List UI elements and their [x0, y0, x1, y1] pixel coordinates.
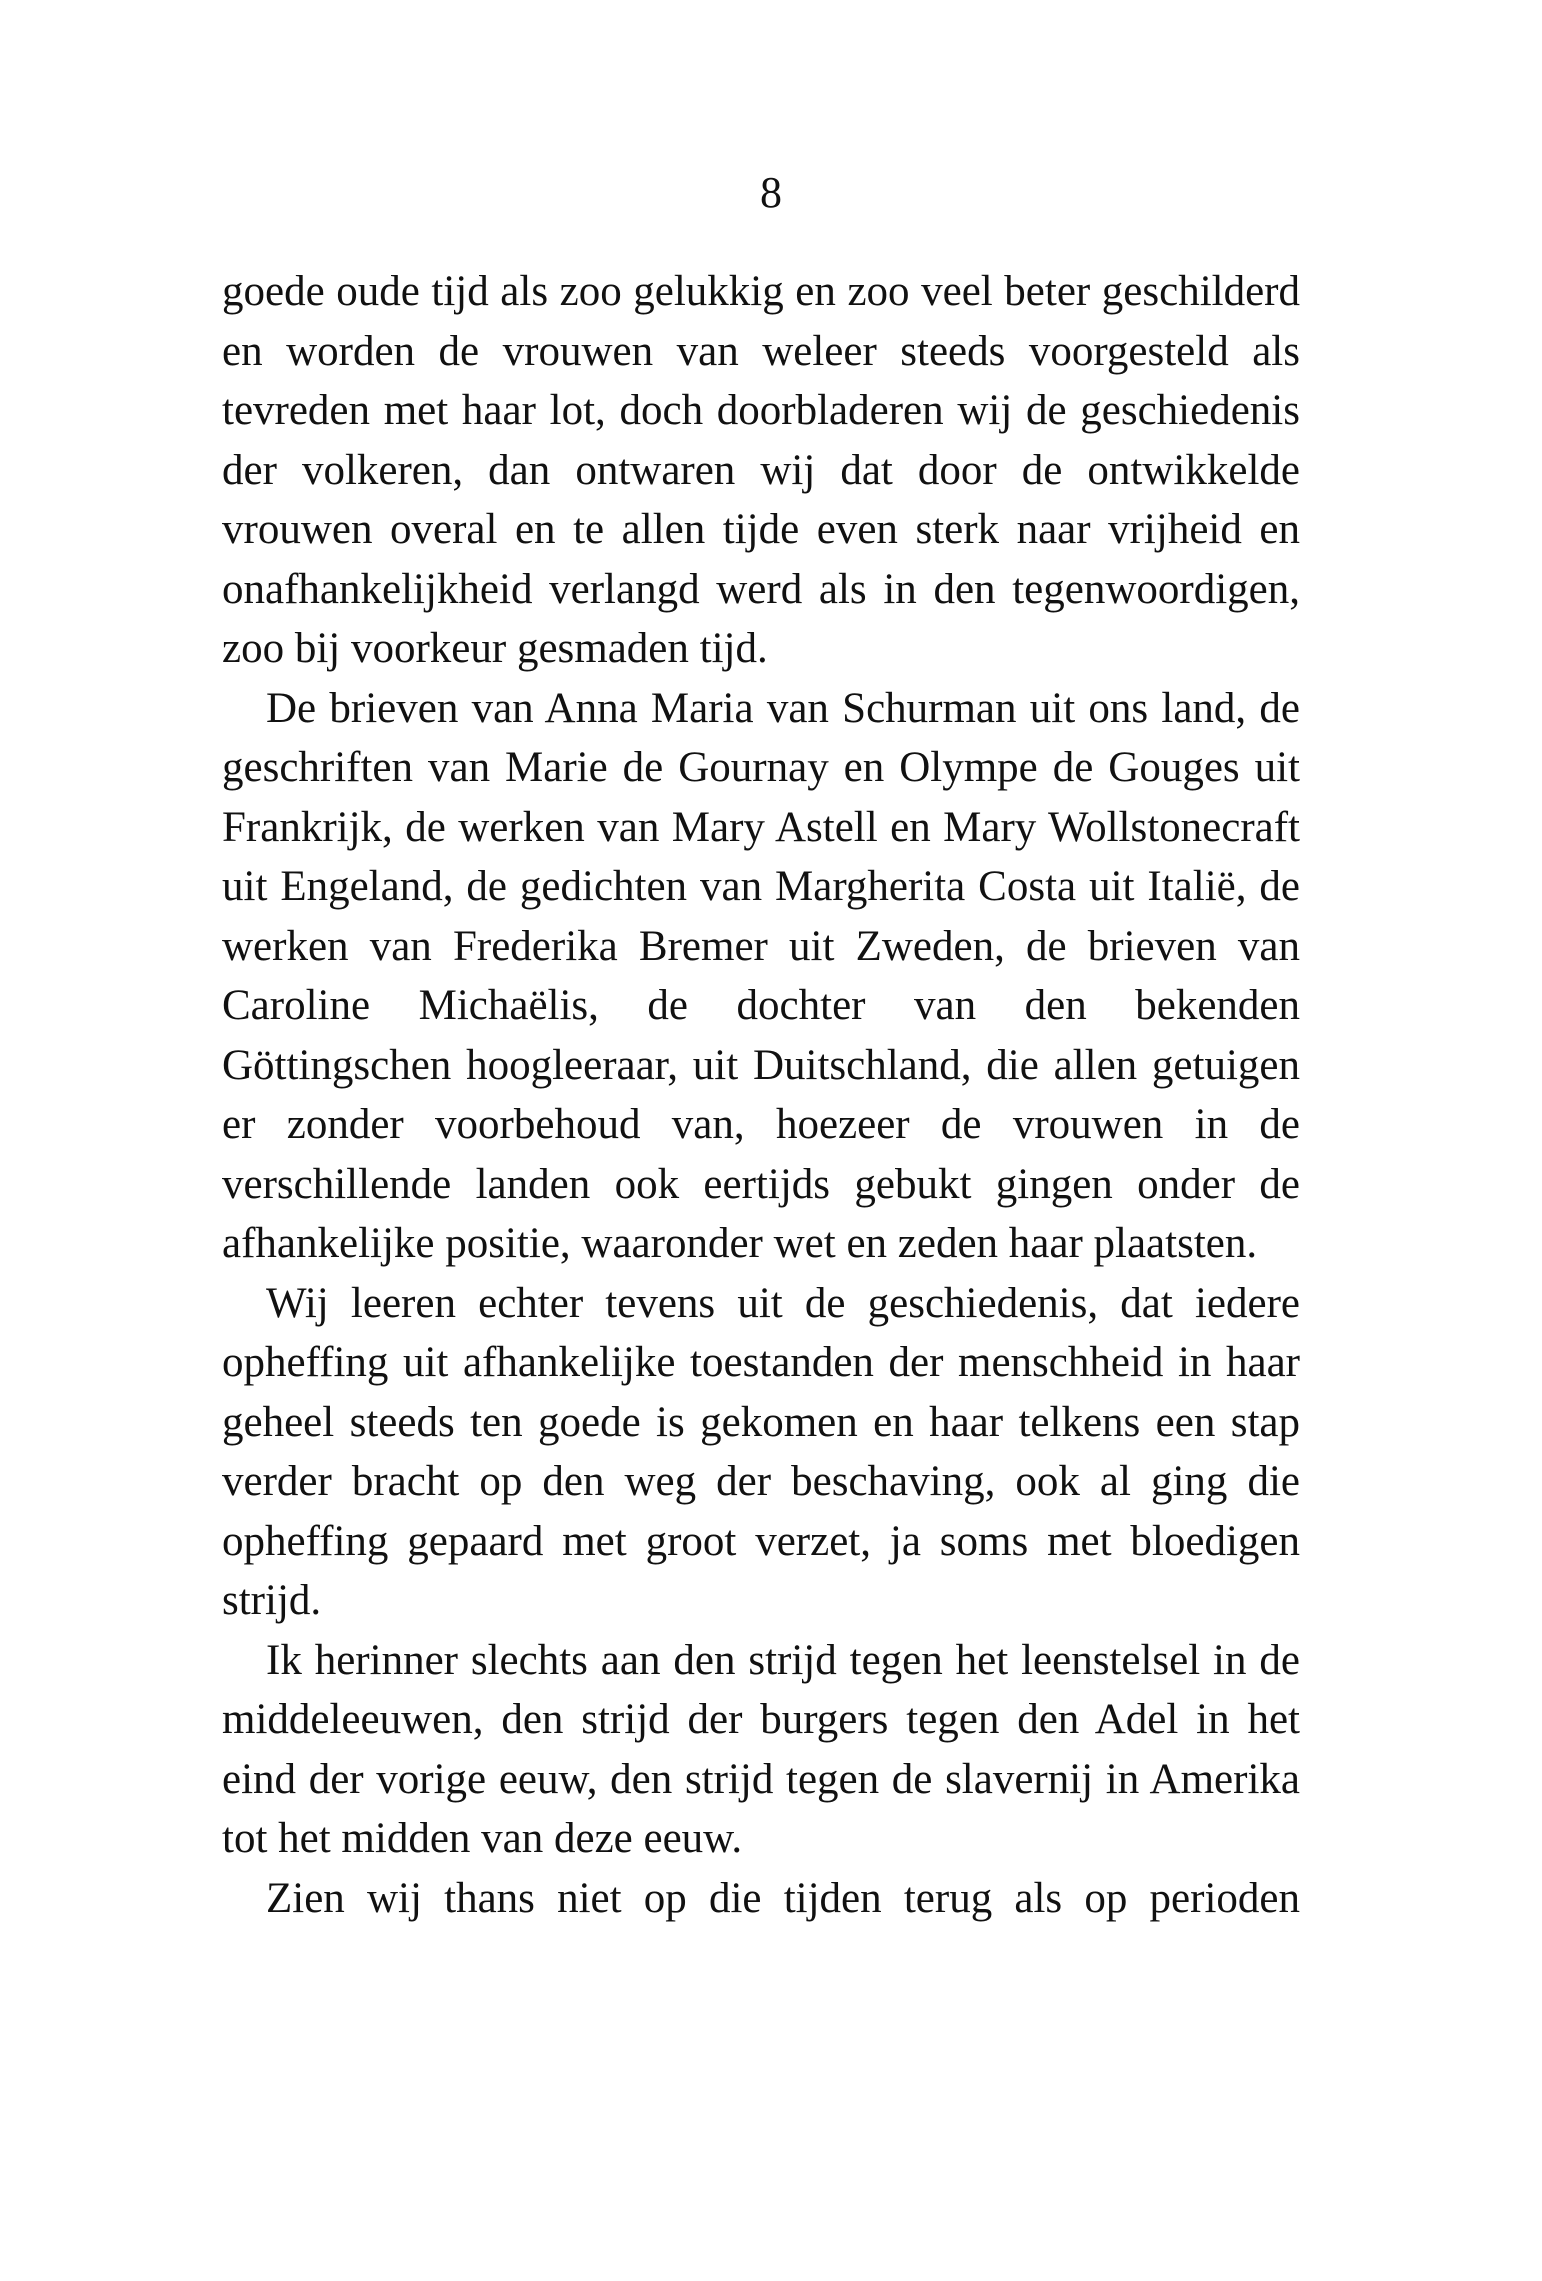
- body-text: [222, 262, 1300, 1928]
- paragraph-3: Wij leeren echter tevens uit de geschiedenis, dat iedere opheffing uit afhankelijke toestanden der menschheid in haar geheel steeds ten goede is gekomen en haar telkens een stap verder bracht op den weg der beschaving, ook al ging die opheffing gepaard met groot verzet, ja soms met bloedigen strijd.: [222, 1279, 1300, 1624]
- paragraph-4: Ik herinner slechts aan den strijd tegen het leenstelsel in de middeleeuwen, den strijd der burgers tegen den Adel in het eind der vorige eeuw, den strijd tegen de slavernij in Amerika tot het midden van deze eeuw.: [222, 1636, 1300, 1862]
- paragraph-1: goede oude tijd als zoo gelukkig en zoo veel beter geschilderd en worden de vrouwen van weleer steeds voorgesteld als tevreden met haar lot, doch doorbladeren wij de geschiedenis der volkeren, dan ontwaren wij dat door de ontwikkelde vrouwen overal en te allen tijde even sterk naar vrijheid en onafhankelijkheid verlangd werd als in den tegenwoordigen, zoo bij voorkeur gesmaden tijd.: [222, 268, 1300, 672]
- paragraph-5: Zien wij thans niet op die tijden terug als op perioden: [266, 1874, 1300, 1922]
- page-number: 8: [760, 168, 782, 217]
- paragraph-2: De brieven van Anna Maria van Schurman uit ons land, de geschriften van Marie de Gournay en Olympe de Gouges uit Frankrijk, de werken van Mary Astell en Mary Wollstonecraft uit Engeland, de gedichten van Margherita Costa uit Italië, de werken van Frederika Bremer uit Zweden, de brieven van Caroline Michaëlis, de dochter van den bekenden Göttingschen hoogleeraar, uit Duitschland, die allen getuigen er zonder voorbehoud van, hoezeer de vrouwen in de verschillende landen ook eertijds gebukt gingen onder de afhankelijke positie, waaronder wet en zeden haar plaatsten.: [222, 684, 1300, 1267]
